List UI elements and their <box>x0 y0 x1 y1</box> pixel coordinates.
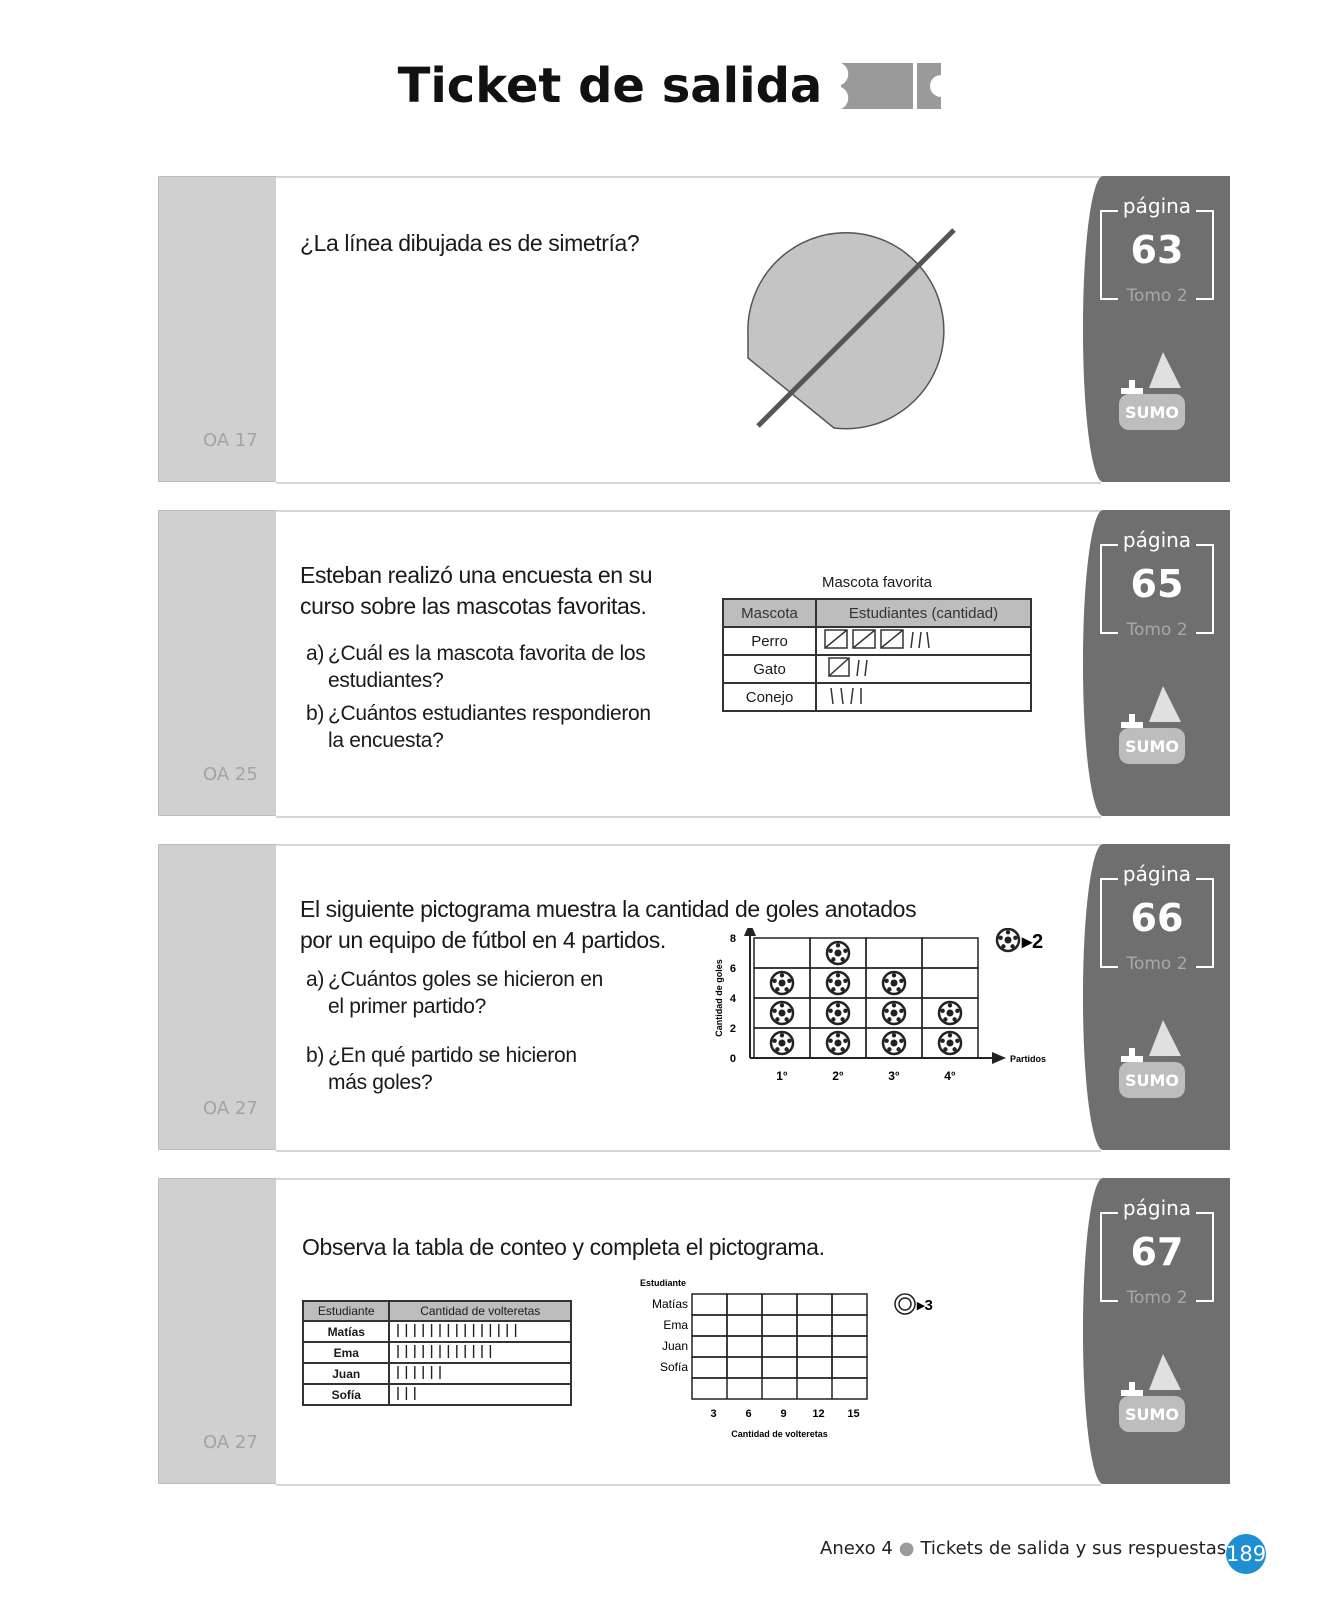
logo-text: SUMO <box>1124 403 1180 422</box>
page-number-badge: 189 <box>1226 1534 1266 1574</box>
pagina-label: página <box>1122 862 1192 886</box>
x-axis-title: Cantidad de volteretas <box>731 1429 828 1439</box>
soccer-ball-icon <box>827 1032 849 1054</box>
oa-label: OA 25 <box>203 764 258 785</box>
grid-cell <box>832 1357 867 1378</box>
page-box <box>1100 194 1214 306</box>
logo-text: SUMO <box>1124 737 1180 756</box>
x-tick-label: 9 <box>780 1408 787 1420</box>
grid-cell <box>797 1315 832 1336</box>
grid-cell <box>797 1357 832 1378</box>
grid-cell <box>866 938 922 968</box>
x-tick-label: 3° <box>888 1069 900 1083</box>
grid-cell <box>832 1336 867 1357</box>
tally-table <box>302 1300 572 1406</box>
soccer-ball-icon <box>883 1002 905 1024</box>
tally-marks-7 <box>823 656 963 678</box>
table-row <box>723 627 1031 655</box>
row-label: Ema <box>663 1318 688 1332</box>
tally-marks <box>394 1385 524 1401</box>
table-title: Mascota favorita <box>821 574 933 591</box>
table-row: Juan <box>303 1363 571 1384</box>
goals-pictogram <box>708 928 1068 1118</box>
grid-cell <box>692 1357 727 1378</box>
ticket-body <box>276 1178 1101 1486</box>
row-label: Matías <box>651 1297 688 1311</box>
grid-cell <box>727 1336 762 1357</box>
page-title: Ticket de salida <box>397 58 823 114</box>
page-box <box>1100 862 1214 974</box>
tomo-label: Tomo 2 <box>1126 954 1188 974</box>
x-tick-label: 1° <box>776 1069 788 1083</box>
soccer-ball-icon <box>827 942 849 964</box>
table-cell: Conejo <box>723 683 816 711</box>
tally-marks <box>394 1343 524 1359</box>
grid-cell <box>692 1315 727 1336</box>
grid-cell <box>727 1357 762 1378</box>
grid-cell <box>797 1336 832 1357</box>
section-label: Tickets de salida y sus respuestas <box>920 1538 1227 1559</box>
page-header <box>0 58 1339 114</box>
ticket-side <box>158 510 278 816</box>
tally-marks-18 <box>823 628 963 650</box>
row-label: Sofía <box>659 1360 688 1374</box>
footer: Anexo 4 ● Tickets de salida y sus respuestas <box>820 1538 1227 1559</box>
logo-text: SUMO <box>1124 1405 1180 1424</box>
page-reference <box>1083 176 1230 482</box>
x-tick-label: 6 <box>745 1408 752 1420</box>
page-number: 67 <box>1130 1230 1184 1274</box>
y-axis-arrow <box>744 928 756 936</box>
page-number: 63 <box>1130 228 1184 272</box>
soccer-ball-icon <box>883 1032 905 1054</box>
x-axis-label: Partidos <box>1010 1054 1047 1064</box>
grid-cell <box>762 1294 797 1315</box>
question-a: a) ¿Cuántos goles se hicieron en el primer partido? <box>306 968 603 1018</box>
symmetry-figure <box>736 218 966 438</box>
page-reference <box>1083 1178 1230 1484</box>
ticket-2 <box>158 510 1230 816</box>
grid-cell <box>692 1378 867 1399</box>
x-tick-label: 12 <box>812 1408 825 1420</box>
tally-marks <box>394 1364 524 1380</box>
y-tick-label: 4 <box>729 993 736 1005</box>
grid-cell <box>692 1336 727 1357</box>
y-tick-label: 2 <box>729 1023 736 1035</box>
empty-pictogram-grid <box>614 1274 944 1454</box>
pagina-label: página <box>1122 1196 1192 1220</box>
oa-label: OA 27 <box>203 1098 258 1119</box>
ticket-side <box>158 1178 278 1484</box>
tally-cell <box>816 627 1031 655</box>
annex-label: Anexo 4 <box>820 1538 893 1559</box>
pet-table <box>722 598 1032 712</box>
ticket-1 <box>158 176 1230 482</box>
question-text: ¿La línea dibujada es de simetría? <box>300 230 640 256</box>
row-label: Juan <box>661 1339 688 1353</box>
grid-cell <box>727 1294 762 1315</box>
table-row: Ema <box>303 1342 571 1363</box>
y-tick-label: 0 <box>729 1053 736 1065</box>
oa-label: OA 17 <box>203 430 258 451</box>
question-text: Observa la tabla de conteo y completa el pictograma. <box>302 1234 825 1260</box>
tally-cell <box>816 655 1031 683</box>
x-tick-label: 4° <box>944 1069 956 1083</box>
grid-cell <box>762 1315 797 1336</box>
question-a: a) ¿Cuál es la mascota favorita de los estudiantes? <box>306 642 646 692</box>
ticket-icon <box>841 61 941 111</box>
oa-label: OA 27 <box>203 1432 258 1453</box>
page-box <box>1100 1196 1214 1308</box>
logo-text: SUMO <box>1124 1071 1180 1090</box>
question-b: b) ¿En qué partido se hicieron más goles? <box>306 1044 577 1094</box>
pictogram-key: ▸2 <box>1022 931 1044 953</box>
sumo-logo-icon <box>1119 1020 1189 1110</box>
sumo-logo-icon <box>1119 686 1189 776</box>
page-number: 66 <box>1130 896 1184 940</box>
grid-cell <box>727 1315 762 1336</box>
tomo-label: Tomo 2 <box>1126 286 1188 306</box>
sumo-logo-icon <box>1119 352 1189 442</box>
question-text: El siguiente pictograma muestra la cantidad de goles anotados por un equipo de fútbol en 4 partidos. <box>300 896 917 953</box>
grid-cell <box>922 968 978 998</box>
grid-cell <box>762 1357 797 1378</box>
table-header: Cantidad de volteretas <box>389 1301 571 1321</box>
grid-key: ▸3 <box>917 1297 933 1314</box>
ticket-3 <box>158 844 1230 1150</box>
y-tick-label: 8 <box>729 933 736 945</box>
table-cell: Gato <box>723 655 816 683</box>
ticket-side <box>158 844 278 1150</box>
soccer-ball-icon <box>771 1002 793 1024</box>
y-axis-title: Estudiante <box>639 1278 686 1288</box>
tally-marks-4 <box>823 684 963 706</box>
y-axis-label: Cantidad de goles <box>714 959 724 1037</box>
grid-cell <box>692 1294 727 1315</box>
table-cell: Perro <box>723 627 816 655</box>
page-reference <box>1083 510 1230 816</box>
circle-key-icon <box>895 1294 915 1314</box>
tally-cell <box>816 683 1031 711</box>
grid-cell <box>832 1315 867 1336</box>
x-tick-label: 2° <box>832 1069 844 1083</box>
soccer-ball-icon <box>939 1002 961 1024</box>
x-tick-label: 15 <box>847 1408 860 1420</box>
tomo-label: Tomo 2 <box>1126 1288 1188 1308</box>
tomo-label: Tomo 2 <box>1126 620 1188 640</box>
ticket-body <box>276 510 1101 818</box>
page-box <box>1100 528 1214 640</box>
grid-cell <box>754 938 810 968</box>
soccer-ball-icon <box>939 1032 961 1054</box>
grid-cell <box>922 938 978 968</box>
tally-marks <box>394 1322 524 1338</box>
grid-cell <box>832 1294 867 1315</box>
pagina-label: página <box>1122 528 1192 552</box>
table-row <box>723 655 1031 683</box>
x-tick-label: 3 <box>710 1408 717 1420</box>
ticket-side <box>158 176 278 482</box>
table-row <box>723 683 1031 711</box>
sumo-logo-icon <box>1119 1354 1189 1444</box>
soccer-ball-icon <box>827 972 849 994</box>
table-header: Estudiante <box>303 1301 389 1321</box>
table-header: Estudiantes (cantidad) <box>816 599 1031 627</box>
question-b: b) ¿Cuántos estudiantes respondieron la encuesta? <box>306 702 651 752</box>
soccer-ball-icon <box>883 972 905 994</box>
table-row: Sofía <box>303 1384 571 1405</box>
ticket-body <box>276 176 1101 484</box>
soccer-ball-icon <box>997 929 1019 951</box>
page-reference <box>1083 844 1230 1150</box>
question-text: Esteban realizó una encuesta en su curso sobre las mascotas favoritas. <box>300 562 653 619</box>
page-number: 65 <box>1130 562 1184 606</box>
table-row: Matías <box>303 1321 571 1342</box>
soccer-ball-icon <box>771 972 793 994</box>
ticket-4 <box>158 1178 1230 1484</box>
pagina-label: página <box>1122 194 1192 218</box>
x-axis-arrow <box>992 1052 1006 1064</box>
grid-cell <box>762 1336 797 1357</box>
soccer-ball-icon <box>827 1002 849 1024</box>
table-header: Mascota <box>723 599 816 627</box>
grid-cell <box>797 1294 832 1315</box>
ticket-body <box>276 844 1101 1152</box>
soccer-ball-icon <box>771 1032 793 1054</box>
y-tick-label: 6 <box>729 963 736 975</box>
